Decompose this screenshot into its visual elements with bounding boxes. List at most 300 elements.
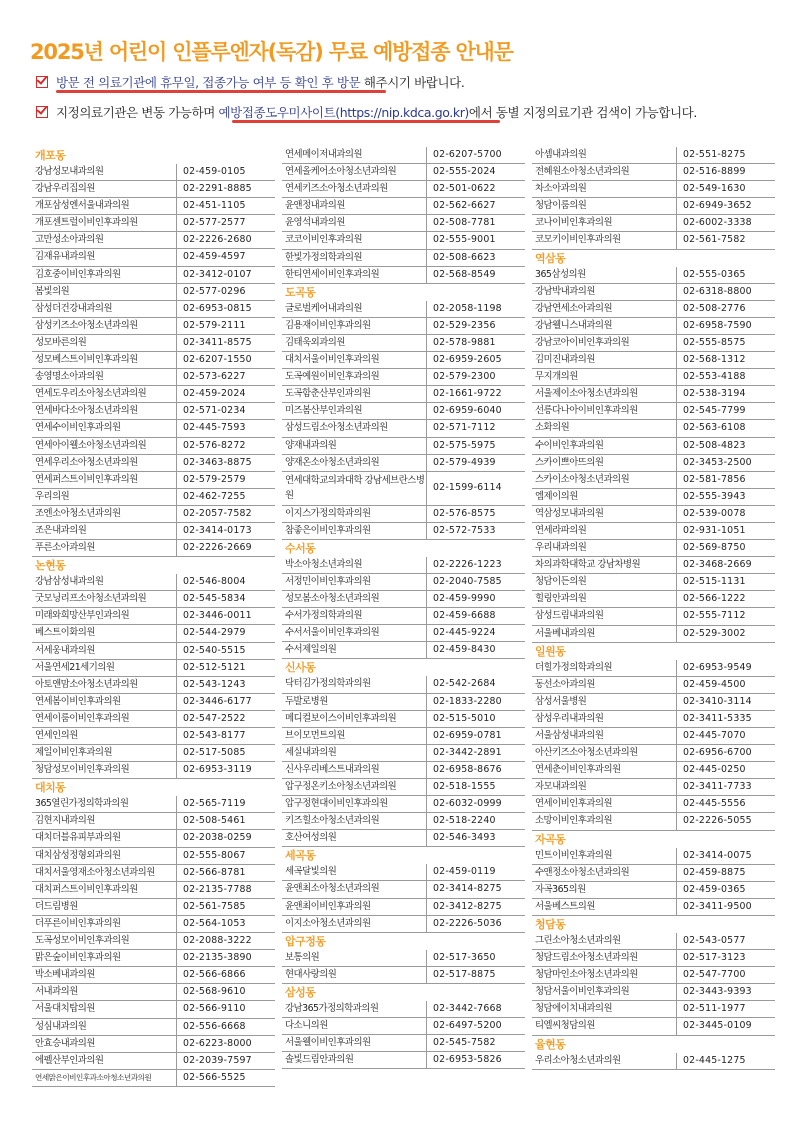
clinic-name: 삼성드림소아청소년과의원	[282, 420, 427, 436]
clinic-row	[532, 865, 775, 882]
clinic-row	[282, 250, 525, 267]
clinic-row	[282, 335, 525, 352]
clinic-row	[282, 574, 525, 591]
clinic-name: 무지개의원	[532, 369, 677, 385]
clinic-phone: 02-2291-8885	[183, 183, 252, 195]
clinic-phone: 02-6958-8676	[433, 763, 502, 775]
clinic-row	[532, 1053, 775, 1070]
clinic-name: 미즈봄산부인과의원	[282, 403, 427, 419]
clinic-row	[532, 386, 775, 403]
clinic-phone: 02-579-2111	[183, 319, 246, 331]
clinic-name: 도곡함춘산부인과의원	[282, 386, 427, 402]
clinic-phone: 02-512-5121	[183, 661, 246, 673]
clinic-phone: 02-3463-8875	[183, 456, 252, 468]
clinic-phone: 02-459-0365	[683, 883, 746, 895]
clinic-row	[532, 660, 775, 677]
clinic-row	[282, 1001, 525, 1018]
clinic-phone: 02-529-3002	[683, 627, 746, 639]
clinic-row	[32, 284, 275, 301]
clinic-row	[282, 899, 525, 916]
clinic-phone: 02-540-5515	[183, 644, 246, 656]
district-heading: 율현동	[535, 1037, 566, 1051]
clinic-phone: 02-566-1222	[683, 593, 746, 605]
district-heading: 자곡동	[535, 832, 566, 846]
clinic-phone: 02-546-3493	[433, 832, 496, 844]
notice-text: 에서 동별 지정의료기관 검색이 가능합니다.	[468, 105, 697, 120]
clinic-name: 송영명소아과의원	[32, 369, 177, 385]
clinic-row	[32, 848, 275, 865]
clinic-phone: 02-459-8875	[683, 866, 746, 878]
clinic-phone: 02-575-5975	[433, 439, 496, 451]
notice-text: 지정의료기관은 변동 가능하며	[56, 105, 219, 120]
clinic-name: 김용재이비인후과의원	[282, 318, 427, 334]
clinic-phone: 02-462-7255	[183, 490, 246, 502]
clinic-phone: 02-445-7593	[183, 422, 246, 434]
clinic-name: 호산여성의원	[282, 830, 427, 846]
clinic-row	[282, 267, 525, 284]
clinic-row	[32, 608, 275, 625]
clinic-name: 윤앤최이비인후과의원	[282, 899, 427, 915]
clinic-name: 에펠산부인과의원	[32, 1053, 177, 1069]
clinic-row	[532, 523, 775, 540]
clinic-phone: 02-555-0365	[683, 268, 746, 280]
clinic-row	[532, 506, 775, 523]
clinic-row	[32, 403, 275, 420]
clinic-row	[532, 728, 775, 745]
clinic-row	[282, 369, 525, 386]
clinic-row	[282, 796, 525, 813]
clinic-phone: 02-515-1131	[683, 576, 746, 588]
clinic-phone: 02-581-7856	[683, 473, 746, 485]
clinic-phone: 02-579-2300	[433, 371, 496, 383]
clinic-name: 고만성소아과의원	[32, 232, 177, 248]
clinic-name: 강남삼성내과의원	[32, 574, 177, 590]
clinic-name: 김현지내과의원	[32, 813, 177, 829]
clinic-name: 베스트이화의원	[32, 625, 177, 641]
clinic-name: 연세도우리소아청소년과의원	[32, 386, 177, 402]
clinic-row	[32, 796, 275, 813]
clinic-name: 참좋은이비인후과의원	[282, 523, 427, 539]
clinic-name: 365삼성의원	[532, 267, 677, 283]
clinic-row	[282, 506, 525, 523]
clinic-phone: 02-459-9990	[433, 593, 496, 605]
clinic-phone: 02-459-0105	[183, 166, 246, 177]
clinic-row	[282, 198, 525, 215]
clinic-name: 스카이소아청소년과의원	[532, 472, 677, 488]
clinic-phone: 02-6032-0999	[433, 798, 502, 810]
clinic-row	[32, 711, 275, 728]
clinic-name: 강남성모내과의원	[32, 164, 177, 180]
clinic-phone: 02-553-4188	[683, 371, 746, 383]
clinic-name: 푸른소아과의원	[32, 540, 177, 556]
clinic-name: 청담이든의원	[532, 574, 677, 590]
clinic-row	[282, 557, 525, 574]
site-link[interactable]: 예방접종도우미사이트(https://nip.kdca.go.kr)	[218, 105, 469, 120]
clinic-phone: 02-931-1051	[683, 524, 746, 536]
clinic-name: 삼성서울병원	[532, 694, 677, 710]
clinic-phone: 02-568-1312	[683, 354, 746, 366]
clinic-name: 한티연세이비인후과의원	[282, 267, 427, 283]
district-heading: 청담동	[535, 917, 566, 931]
clinic-phone: 02-529-2356	[433, 319, 496, 331]
clinic-row	[282, 420, 525, 437]
clinic-name: 한빛가정의학과의원	[282, 250, 427, 266]
clinic-row	[532, 489, 775, 506]
clinic-row	[282, 950, 525, 967]
clinic-name: 강남박내과의원	[532, 284, 677, 300]
clinic-row	[532, 455, 775, 472]
clinic-row	[32, 369, 275, 386]
clinic-phone: 02-518-1555	[433, 781, 496, 792]
clinic-name: 서세웅내과의원	[32, 643, 177, 659]
clinic-phone: 02-459-0119	[433, 866, 496, 878]
clinic-name: 연세라파의원	[532, 523, 677, 539]
clinic-phone: 02-1599-6114	[433, 481, 502, 493]
clinic-name: 제일이비인후과의원	[32, 745, 177, 761]
clinic-phone: 02-544-2979	[183, 627, 246, 639]
clinic-name: 키즈힐소아청소년과의원	[282, 813, 427, 829]
clinic-row	[282, 472, 525, 506]
clinic-phone: 02-518-2240	[433, 815, 496, 827]
clinic-name: 연세춘이비인후과의원	[532, 762, 677, 778]
clinic-phone: 02-3410-3114	[683, 695, 752, 707]
clinic-name: 차소아과의원	[532, 181, 677, 197]
clinic-name: 서정민이비인후과의원	[282, 574, 427, 590]
clinic-phone: 02-445-5556	[683, 798, 746, 810]
clinic-row	[532, 745, 775, 762]
clinic-name: 힐링안과의원	[532, 591, 677, 607]
clinic-row	[32, 198, 275, 215]
clinic-row	[282, 881, 525, 898]
clinic-phone: 02-6959-6040	[433, 405, 502, 417]
clinic-phone: 02-516-8899	[683, 166, 746, 178]
clinic-phone: 02-573-6227	[183, 371, 246, 383]
clinic-name: 수서서울이비인후과의원	[282, 625, 427, 641]
clinic-phone: 02-459-4500	[683, 678, 746, 690]
clinic-row	[32, 1036, 275, 1053]
clinic-name: 맑은숲이비인후과의원	[32, 950, 177, 966]
clinic-name: 청담이룸의원	[532, 198, 677, 214]
clinic-name: 도곡성모이비인후과의원	[32, 933, 177, 949]
clinic-name: 조엔소아청소년과의원	[32, 506, 177, 522]
clinic-phone: 02-576-8272	[183, 439, 246, 451]
clinic-phone: 02-2040-7585	[433, 575, 502, 587]
clinic-phone: 02-2135-7788	[183, 883, 252, 895]
clinic-name: 연세바다소아청소년과의원	[32, 403, 177, 419]
clinic-row	[282, 813, 525, 830]
clinic-phone: 02-555-9001	[433, 234, 496, 246]
clinic-row	[282, 1018, 525, 1035]
clinic-name: 닥터김가정의학과의원	[282, 676, 427, 692]
clinic-name: 365열린가정의학과의원	[32, 796, 177, 812]
clinic-row	[532, 608, 775, 625]
clinic-name: 연세키즈소아청소년과의원	[282, 181, 427, 197]
page-title: 2025년 어린이 인플루엔자(독감) 무료 예방접종 안내문	[30, 40, 513, 64]
clinic-phone: 02-547-7700	[683, 969, 746, 981]
red-underline	[232, 120, 500, 123]
clinic-phone: 02-3414-0173	[183, 524, 252, 536]
district-heading: 수서동	[285, 541, 316, 555]
clinic-row	[282, 301, 525, 318]
clinic-phone: 02-445-0250	[683, 764, 746, 776]
clinic-name: 윤앤최소아청소년과의원	[282, 881, 427, 897]
clinic-name: 김호중이비인후과의원	[32, 267, 177, 283]
clinic-phone: 02-2226-2669	[183, 542, 252, 554]
clinic-phone: 02-555-3943	[683, 490, 746, 502]
clinic-phone: 02-551-8275	[683, 149, 746, 160]
clinic-name: 성모봄소아청소년과의원	[282, 591, 427, 607]
clinic-row	[32, 813, 275, 830]
clinic-row	[32, 950, 275, 967]
clinic-row	[32, 1019, 275, 1036]
clinic-name: 서울웰이비인후과의원	[282, 1035, 427, 1051]
district-heading: 신사동	[285, 661, 316, 675]
clinic-row	[282, 1035, 525, 1052]
clinic-phone: 02-566-6866	[183, 969, 246, 981]
clinic-name: 청담서울이비인후과의원	[532, 984, 677, 1000]
clinic-phone: 02-6953-5826	[433, 1054, 502, 1066]
clinic-row	[282, 386, 525, 403]
clinic-phone: 02-6949-3652	[683, 200, 752, 212]
clinic-phone: 02-543-1243	[183, 678, 246, 690]
clinic-phone: 02-6318-8800	[683, 285, 752, 297]
clinic-row	[532, 232, 775, 249]
clinic-row	[532, 882, 775, 899]
checkbox-icon	[36, 76, 48, 88]
clinic-name: 삼성우리내과의원	[532, 711, 677, 727]
clinic-name: 삼성키즈소아청소년과의원	[32, 318, 177, 334]
clinic-phone: 02-6223-8000	[183, 1037, 252, 1049]
clinic-name: 세실내과의원	[282, 745, 427, 761]
clinic-name: 연세우리소아청소년과의원	[32, 455, 177, 471]
clinic-name: 대치서울이비인후과의원	[282, 352, 427, 368]
clinic-name: 강남365가정의학과의원	[282, 1001, 427, 1017]
clinic-phone: 02-451-1105	[183, 200, 246, 212]
clinic-row	[32, 301, 275, 318]
clinic-row	[532, 950, 775, 967]
clinic-row	[532, 198, 775, 215]
clinic-name: 연세인의원	[32, 728, 177, 744]
clinic-phone: 02-3412-8275	[433, 900, 502, 912]
clinic-phone: 02-568-9610	[183, 986, 246, 998]
clinic-phone: 02-517-5085	[183, 747, 246, 759]
clinic-row	[532, 301, 775, 318]
clinic-phone: 02-459-4597	[183, 251, 246, 263]
clinic-row	[32, 232, 275, 249]
clinic-phone: 02-6953-3119	[183, 764, 252, 776]
clinic-row	[32, 420, 275, 437]
clinic-phone: 02-579-4939	[433, 456, 496, 468]
clinic-row	[32, 352, 275, 369]
clinic-name: 대치서울영재소아청소년과의원	[32, 865, 177, 881]
clinic-row	[532, 540, 775, 557]
clinic-name: 봄빛의원	[32, 284, 177, 300]
clinic-phone: 02-571-0234	[183, 405, 246, 417]
clinic-row	[282, 830, 525, 847]
clinic-phone: 02-2226-1223	[433, 558, 502, 570]
clinic-row	[282, 745, 525, 762]
clinic-phone: 02-6959-2605	[433, 354, 502, 366]
clinic-row	[532, 677, 775, 694]
clinic-row	[282, 916, 525, 933]
clinic-name: 강남연세소아과의원	[532, 301, 677, 317]
clinic-row	[532, 147, 775, 164]
clinic-phone: 02-6959-0781	[433, 729, 502, 741]
clinic-name: 민트이비인후과의원	[532, 848, 677, 864]
clinic-phone: 02-508-2776	[683, 302, 746, 314]
clinic-row	[282, 455, 525, 472]
clinic-phone: 02-561-7582	[683, 234, 746, 246]
clinic-phone: 02-459-6688	[433, 610, 496, 622]
clinic-phone: 02-6953-9549	[683, 661, 752, 673]
clinic-row	[32, 677, 275, 694]
clinic-name: 안효승내과의원	[32, 1036, 177, 1052]
clinic-row	[532, 1018, 775, 1035]
clinic-phone: 02-542-2684	[433, 678, 496, 690]
clinic-row	[32, 967, 275, 984]
clinic-row	[32, 933, 275, 950]
clinic-row	[282, 438, 525, 455]
clinic-phone: 02-3468-2669	[683, 559, 752, 571]
clinic-name: 우리소아청소년과의원	[532, 1053, 677, 1069]
clinic-name: 엠제이의원	[532, 489, 677, 505]
clinic-phone: 02-445-9224	[433, 627, 496, 639]
clinic-phone: 02-508-7781	[433, 217, 496, 229]
district-heading: 논현동	[35, 559, 66, 573]
clinic-row	[532, 762, 775, 779]
clinic-row	[532, 967, 775, 984]
clinic-phone: 02-515-5010	[433, 712, 496, 724]
clinic-name: 코모키이비인후과의원	[532, 232, 677, 248]
clinic-name: 우리의원	[32, 489, 177, 505]
clinic-phone: 02-3445-0109	[683, 1020, 752, 1032]
clinic-row	[282, 711, 525, 728]
clinic-phone: 02-6958-7590	[683, 319, 752, 331]
clinic-name: 연세수이비인후과의원	[32, 420, 177, 436]
clinic-name: 청담마인소아청소년과의원	[532, 967, 677, 983]
clinic-name: 서울베내과의원	[532, 626, 677, 642]
clinic-phone: 02-538-3194	[683, 388, 746, 400]
clinic-row	[532, 591, 775, 608]
clinic-row	[32, 1053, 275, 1070]
clinic-row	[532, 694, 775, 711]
clinic-row	[32, 540, 275, 557]
clinic-phone: 02-545-7582	[433, 1037, 496, 1049]
clinic-phone: 02-517-3650	[433, 951, 496, 963]
clinic-phone: 02-445-7070	[683, 730, 746, 741]
clinic-name: 소망이비인후과의원	[532, 813, 677, 829]
clinic-name: 수이비인후과의원	[532, 438, 677, 454]
clinic-name: 그린소아청소년과의원	[532, 933, 677, 949]
clinic-phone: 02-563-6108	[683, 422, 746, 434]
district-heading: 도곡동	[285, 285, 316, 299]
clinic-phone: 02-2057-7582	[183, 507, 252, 519]
clinic-row	[532, 403, 775, 420]
clinic-row	[32, 865, 275, 882]
clinic-name: 윤영석내과의원	[282, 215, 427, 231]
clinic-name: 성심내과의원	[32, 1019, 177, 1035]
clinic-name: 서울제이소아청소년과의원	[532, 386, 677, 402]
clinic-row	[32, 1070, 275, 1087]
clinic-name: 자곡365의원	[532, 882, 677, 898]
clinic-row	[32, 523, 275, 540]
clinic-name: 김미진내과의원	[532, 352, 677, 368]
clinic-name: 이지소아청소년과의원	[282, 916, 427, 932]
clinic-name: 서울삼성내과의원	[532, 728, 677, 744]
clinic-phone: 02-566-8781	[183, 866, 246, 878]
clinic-name: 박소베내과의원	[32, 967, 177, 983]
clinic-row	[532, 215, 775, 232]
clinic-name: 서내과의원	[32, 984, 177, 1000]
clinic-row	[32, 164, 275, 181]
checkbox-icon	[36, 106, 48, 118]
district-heading: 대치동	[35, 781, 66, 795]
clinic-name: 굿모닝리프소아청소년과의원	[32, 591, 177, 607]
clinic-name: 윤앤정내과의원	[282, 198, 427, 214]
clinic-name: 김태욱외과의원	[282, 335, 427, 351]
clinic-phone: 02-445-1275	[683, 1054, 746, 1066]
clinic-row	[282, 694, 525, 711]
clinic-row	[532, 335, 775, 352]
clinic-row	[32, 489, 275, 506]
clinic-row	[32, 215, 275, 232]
clinic-phone: 02-546-8004	[183, 576, 246, 588]
clinic-name: 청담드림소아청소년과의원	[532, 950, 677, 966]
clinic-name: 역삼성모내과의원	[532, 506, 677, 522]
clinic-row	[282, 523, 525, 540]
clinic-name: 다소니의원	[282, 1018, 427, 1034]
clinic-row	[32, 472, 275, 489]
clinic-row	[32, 386, 275, 403]
clinic-row	[282, 403, 525, 420]
clinic-name: 도곡예원이비인후과의원	[282, 369, 427, 385]
clinic-phone: 02-2038-0259	[183, 832, 252, 844]
clinic-phone: 02-555-8067	[183, 849, 246, 861]
clinic-name: 대치더블유피부과의원	[32, 830, 177, 846]
clinic-row	[532, 369, 775, 386]
clinic-column	[532, 147, 775, 1070]
clinic-name: 강남우리집의원	[32, 181, 177, 197]
district-heading: 역삼동	[535, 251, 566, 265]
clinic-phone: 02-6207-5700	[433, 149, 502, 160]
clinic-phone: 02-3443-9393	[683, 986, 752, 998]
clinic-row	[32, 762, 275, 779]
red-underline	[56, 90, 386, 93]
clinic-phone: 02-3414-8275	[433, 883, 502, 895]
clinic-phone: 02-547-2522	[183, 712, 246, 724]
clinic-name: 아산키즈소아청소년과의원	[532, 745, 677, 761]
clinic-row	[32, 318, 275, 335]
clinic-row	[532, 779, 775, 796]
clinic-name: 연세퍼스트이비인후과의원	[32, 472, 177, 488]
clinic-name: 대치퍼스트이비인후과의원	[32, 882, 177, 898]
clinic-phone: 02-545-5834	[183, 593, 246, 605]
clinic-name: 연세이비인후과의원	[532, 796, 677, 812]
clinic-row	[32, 643, 275, 660]
clinic-row	[282, 967, 525, 984]
clinic-row	[32, 728, 275, 745]
clinic-name: 연세메이저내과의원	[282, 147, 427, 163]
clinic-phone: 02-3453-2500	[683, 456, 752, 468]
clinic-row	[32, 506, 275, 523]
clinic-phone: 02-3412-0107	[183, 268, 252, 280]
clinic-row	[532, 164, 775, 181]
clinic-row	[282, 1052, 525, 1069]
clinic-row	[282, 864, 525, 881]
clinic-name: 삼성드림내과의원	[532, 608, 677, 624]
clinic-row	[32, 625, 275, 642]
clinic-row	[32, 438, 275, 455]
